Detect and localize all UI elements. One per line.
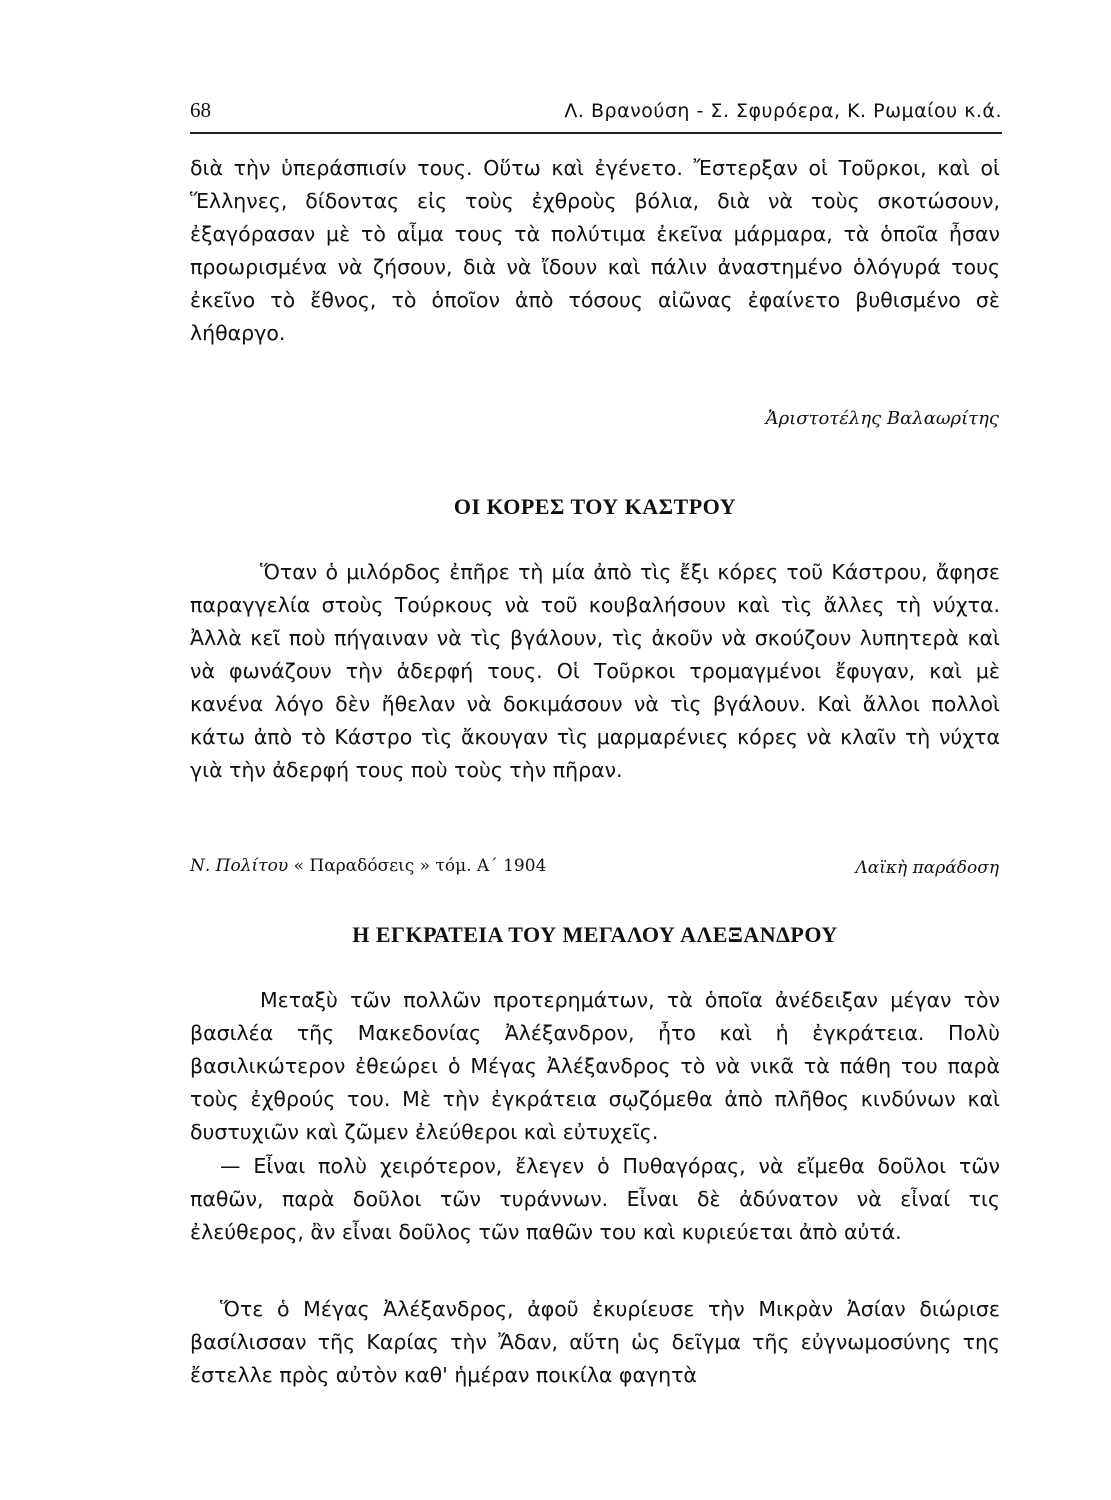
- page-header: [190, 98, 1002, 134]
- source-work: « Παραδόσεις » τόμ. Α΄ 1904: [293, 856, 547, 876]
- source-author: Ν. Πολίτου: [190, 856, 289, 876]
- source-citation: [190, 856, 546, 876]
- passage-text: διὰ τὴν ὑπεράσπισίν τους. Οὕτω καὶ ἐγένετο. Ἔστερξαν οἱ Τοῦρκοι, καὶ οἱ Ἕλληνες, δίδοντας εἰς τοὺς ἐχθροὺς βόλια, διὰ νὰ τοὺς σκοτώσουν, ἐξαγόρασαν μὲ τὸ αἷμα τους τὰ πολύτιμα ἐκεῖνα μάρμαρα, τὰ ὁποῖα ἦσαν προωρισμένα νὰ ζήσουν, διὰ νὰ ἴδουν καὶ πάλιν ἀναστημένο ὁλόγυρά τους ἐκεῖνο τὸ ἔθνος, τὸ ὁποῖον ἀπὸ τόσους αἰῶνας ἐφαίνετο βυθισμένο σὲ λήθαργο.: [190, 156, 1000, 345]
- section-title-kores: ΟΙ ΚΟΡΕΣ ΤΟΥ ΚΑΣΤΡΟΥ: [453, 494, 737, 519]
- section-paragraph-2: — Εἶναι πολὺ χειρότερον, ἔλεγεν ὁ Πυθαγόρας, νὰ εἴμεθα δοῦλοι τῶν παθῶν, παρὰ δοῦλοι τῶν τυράννων. Εἶναι δὲ ἀδύνατον νὰ εἶναί τις ἐλεύθερος, ἂν εἶναι δοῦλος τῶν παθῶν του καὶ κυριεύεται ἀπὸ αὐτά.: [190, 1154, 1000, 1244]
- source-type: Λαϊκὴ παράδοση: [855, 858, 999, 878]
- passage-author: Ἀριστοτέλης Βαλαωρίτης: [765, 408, 999, 429]
- section-paragraph-3: Ὅτε ὁ Μέγας Ἀλέξανδρος, ἀφοῦ ἐκυρίευσε τὴν Μικρὰν Ἀσίαν διώρισε βασίλισσαν τῆς Καρίας τὴν Ἄδαν, αὕτη ὡς δεῖγμα τῆς εὐγνωμοσύνης της ἔστελλε πρὸς αὐτὸν καθ' ἡμέραν ποικίλα φαγητὰ: [190, 1297, 1000, 1387]
- running-head: Λ. Βρανούση - Σ. Σφυρόερα, Κ. Ρωμαίου κ.ά.: [564, 100, 1002, 122]
- page-number: 68: [190, 98, 211, 122]
- section-title-enkrateia: Η ΕΓΚΡΑΤΕΙΑ ΤΟΥ ΜΕΓΑΛΟΥ ΑΛΕΞΑΝΔΡΟΥ: [352, 922, 838, 947]
- section-text-kores: Ὅταν ὁ μιλόρδος ἐπῆρε τὴ μία ἀπὸ τὶς ἔξι κόρες τοῦ Κάστρου, ἄφησε παραγγελία στοὺς Τούρκους νὰ τοῦ κουβαλήσουν καὶ τὶς ἄλλες τὴ νύχτα. Ἀλλὰ κεῖ ποὺ πήγαιναν νὰ τὶς βγάλουν, τὶς ἀκοῦν νὰ σκούζουν λυπητερὰ καὶ νὰ φωνάζουν τὴν ἀδερφή τους. Οἱ Τοῦρκοι τρομαγμένοι ἔφυγαν, καὶ μὲ κανένα λόγο δὲν ἤθελαν νὰ δοκιμάσουν νὰ τὶς βγάλουν. Καὶ ἄλλοι πολλοὶ κάτω ἀπὸ τὸ Κάστρο τὶς ἄκουγαν τὶς μαρμαρένιες κόρες νὰ κλαῖν τὴ νύχτα γιὰ τὴν ἀδερφή τους ποὺ τοὺς τὴν πῆραν.: [190, 560, 1000, 782]
- section-paragraph-1: Μεταξὺ τῶν πολλῶν προτερημάτων, τὰ ὁποῖα ἀνέδειξαν μέγαν τὸν βασιλέα τῆς Μακεδονίας Ἀλέξανδρον, ἦτο καὶ ἡ ἐγκράτεια. Πολὺ βασιλικώτερον ἐθεώρει ὁ Μέγας Ἀλέξανδρος τὸ νὰ νικᾶ τὰ πάθη του παρὰ τοὺς ἐχθρούς του. Μὲ τὴν ἐγκράτεια σῳζόμεθα ἀπὸ πλῆθος κινδύνων καὶ δυστυχιῶν καὶ ζῶμεν ἐλεύθεροι καὶ εὐτυχεῖς.: [190, 988, 1000, 1144]
